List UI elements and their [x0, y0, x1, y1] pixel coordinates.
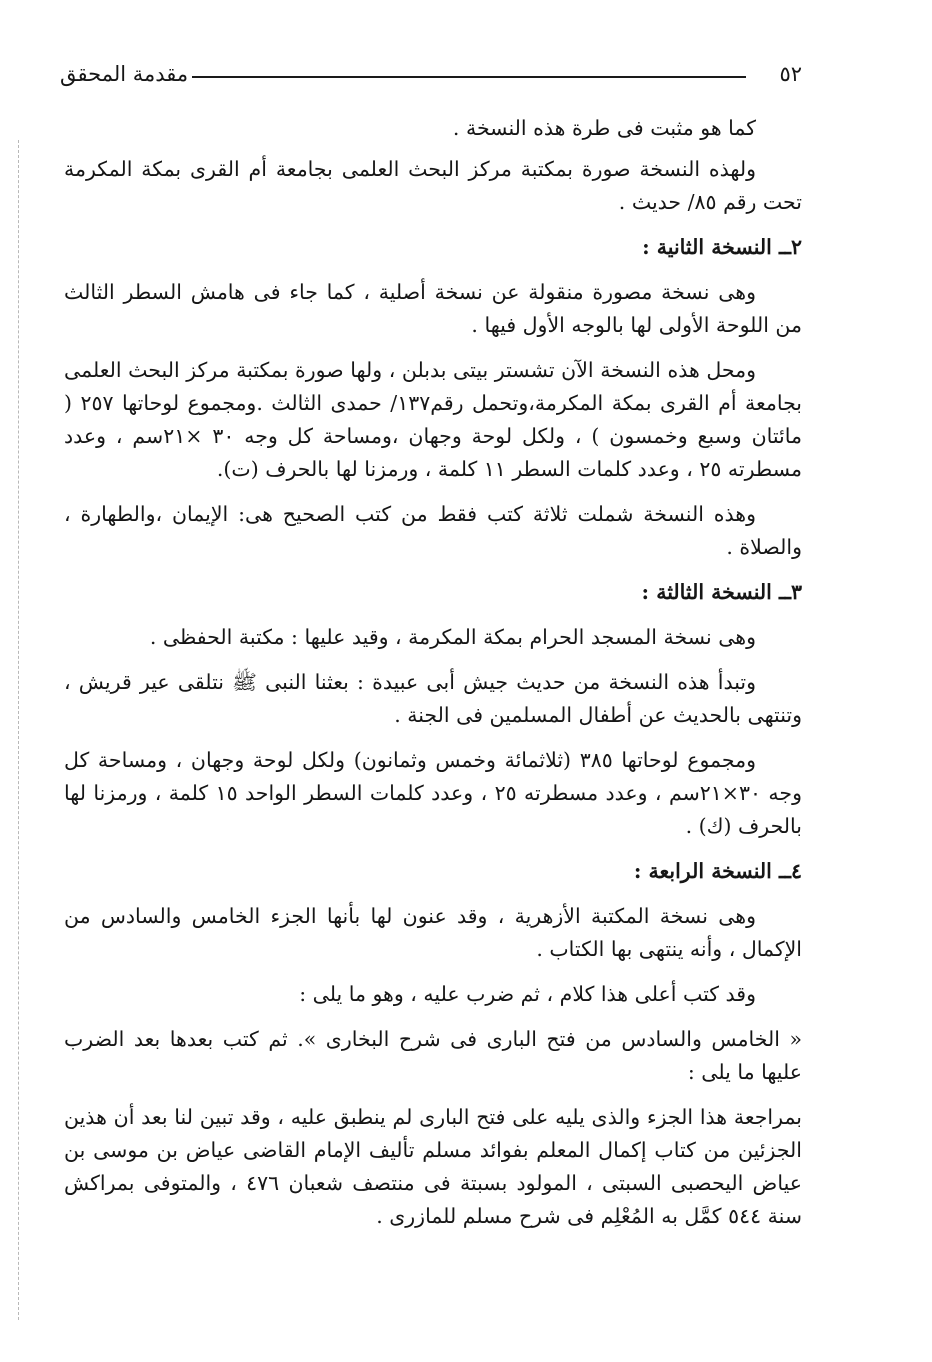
quoted-paragraph: « الخامس والسادس من فتح البارى فى شرح البخارى ». ثم كتب بعدها بعد الضرب عليها ما يلى :: [64, 1027, 802, 1084]
paragraph: وهذه النسخة شملت ثلاثة كتب فقط من كتب الصحيح هى: الإيمان ،والطهارة ، والصلاة .: [64, 502, 802, 559]
paragraph: كما هو مثبت فى طرة هذه النسخة .: [452, 116, 756, 140]
paragraph: ولهذه النسخة صورة بمكتبة مركز البحث العلمى بجامعة أم القرى بمكة المكرمة تحت رقم ٨٥/ حديث .: [64, 157, 802, 214]
paragraph: وقد كتب أعلى هذا كلام ، ثم ضرب عليه ، وهو ما يلى :: [299, 982, 756, 1006]
paragraph: ومحل هذه النسخة الآن تشستر بيتى بدبلن ، ولها صورة بمكتبة مركز البحث العلمى بجامعة أم القرى بمكة المكرمة،وتحمل رقم١٣٧/ حمدى الثالث .ومجموع لوحاتها ٢٥٧ ( مائتان وسبع وخمسون ) ، ولكل لوحة وجهان ،ومساحة كل وجه ٣٠ ×٢١سم ، وعدد مسطرته ٢٥ ، وعدد كلمات السطر ١١ كلمة ، ورمزنا لها بالحرف (ت).: [64, 358, 803, 481]
paragraph: وتبدأ هذه النسخة من حديث جيش أبى عبيدة : بعثنا النبى ﷺ نتلقى عير قريش ، وتنتهى بالحديث عن أطفال المسلمين فى الجنة .: [64, 670, 802, 727]
paragraph: بمراجعة هذا الجزء والذى يليه على فتح البارى لم ينطبق عليه ، وقد تبين لنا بعد أن هذين الجزئين من كتاب إكمال المعلم بفوائد مسلم تأليف الإمام القاضى عياض بن موسى بن عياض اليحصبى السبتى ، المولود بسبتة فى منتصف شعبان ٤٧٦ ، والمتوفى بمراكش سنة ٥٤٤ كمَّل به المُعْلِم فى شرح مسلم للمازرى .: [64, 1105, 803, 1228]
page-binding-edge: [18, 140, 19, 1320]
header-title: مقدمة المحقق: [60, 62, 189, 86]
header-rule: [192, 76, 746, 78]
paragraph: وهى نسخة مصورة منقولة عن نسخة أصلية ، كما جاء فى هامش السطر الثالث من اللوحة الأولى لها بالوجه الأول فيها .: [64, 280, 802, 337]
paragraph: ومجموع لوحاتها ٣٨٥ (ثلاثمائة وخمس وثمانون) ولكل لوحة وجهان ، ومساحة كل وجه ٣٠×٢١سم ، وعدد مسطرته ٢٥ ، وعدد كلمات السطر الواحد ١٥ كلمة ، ورمزنا لها بالحرف (ك) .: [64, 748, 802, 838]
section-heading: ٢ــ النسخة الثانية :: [642, 235, 802, 259]
running-header: [60, 58, 802, 92]
page-body: [64, 112, 802, 1245]
paragraph: وهى نسخة المكتبة الأزهرية ، وقد عنون لها بأنها الجزء الخامس والسادس من الإكمال ، وأنه ينتهى بها الكتاب .: [64, 904, 802, 961]
section-heading: ٣ــ النسخة الثالثة :: [641, 580, 802, 604]
section-heading: ٤ــ النسخة الرابعة :: [633, 859, 802, 883]
paragraph: وهى نسخة المسجد الحرام بمكة المكرمة ، وقيد عليها : مكتبة الحفظى .: [149, 625, 756, 649]
page-number: ٥٢: [779, 62, 802, 86]
